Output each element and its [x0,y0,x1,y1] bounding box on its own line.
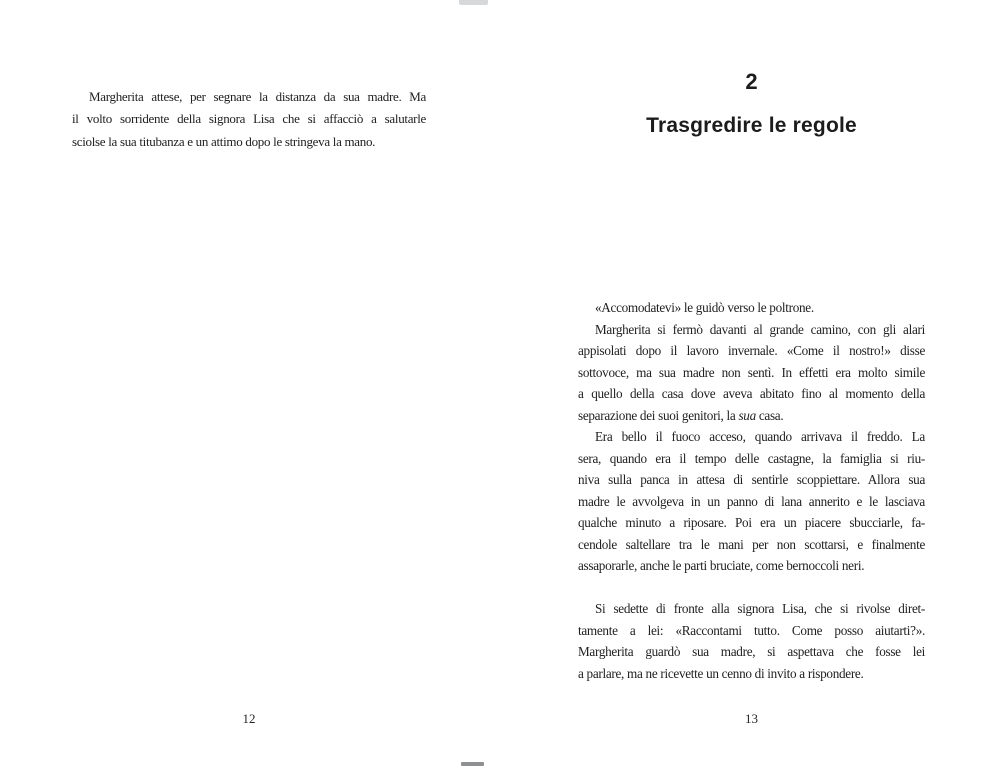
text-line: niva sulla panca in attesa di sentirle scoppiettare. Allora sua [578,472,925,487]
right-page-text [578,297,925,684]
text-line: separazione dei suoi genitori, la sua casa. [578,407,784,423]
text-line: assaporarle, anche le parti bruciate, come bernoccoli neri. [578,558,865,573]
text-line: sottovoce, ma sua madre non sentì. In effetti era molto simile [578,364,925,380]
text-line: Si sedette di fronte alla signora Lisa, che si rivolse diret- [595,601,925,616]
text-line: madre le avvolgeva in un panno di lana annerito e le lasciava [578,493,925,509]
text-line: «Accomodatevi» le guidò verso le poltrone. [595,300,814,315]
left-page-number: 12 [242,711,256,726]
text-line: Era bello il fuoco acceso, quando arrivava il freddo. La [595,429,925,444]
paragraph [578,426,925,577]
text-line: tamente a lei: «Raccontami tutto. Come posso aiutarti?». [578,622,925,638]
text-line: Margherita guardò sua madre, si aspettava che fosse lei [578,644,925,659]
chapter-heading [578,70,925,138]
text-line: sera, quando era il tempo delle castagne, la famiglia si riu- [578,450,925,466]
chapter-title: Trasgredire le regole [646,114,857,137]
paragraph [578,319,925,427]
chapter-number: 2 [745,69,758,94]
top-print-mark [459,0,488,5]
text-line: sciolse la sua titubanza e un attimo dopo le stringeva la mano. [72,133,376,149]
right-page-number: 13 [745,711,758,726]
text-line: Margherita si fermò davanti al grande camino, con gli alari [595,321,925,337]
paragraph [578,297,925,319]
paragraph [72,86,426,153]
text-line: cendole saltellare tra le mani per non scottarsi, e finalmente [578,536,925,552]
text-line: a parlare, ma ne ricevette un cenno di invito a rispondere. [578,665,864,681]
text-line: appisolati dopo il lavoro invernale. «Come il nostro!» disse [578,343,925,358]
text-line: il volto sorridente della signora Lisa che si affacciò a salutarle [72,111,426,127]
left-page-text [72,86,426,153]
bottom-print-mark [461,762,484,766]
text-line: Margherita attese, per segnare la distanza da sua madre. Ma [89,89,426,104]
text-line: qualche minuto a riposare. Poi era un piacere sbucciarle, fa- [578,515,925,530]
paragraph [578,598,925,684]
text-line: a quello della casa dove aveva abitato fino al momento della [578,386,925,401]
